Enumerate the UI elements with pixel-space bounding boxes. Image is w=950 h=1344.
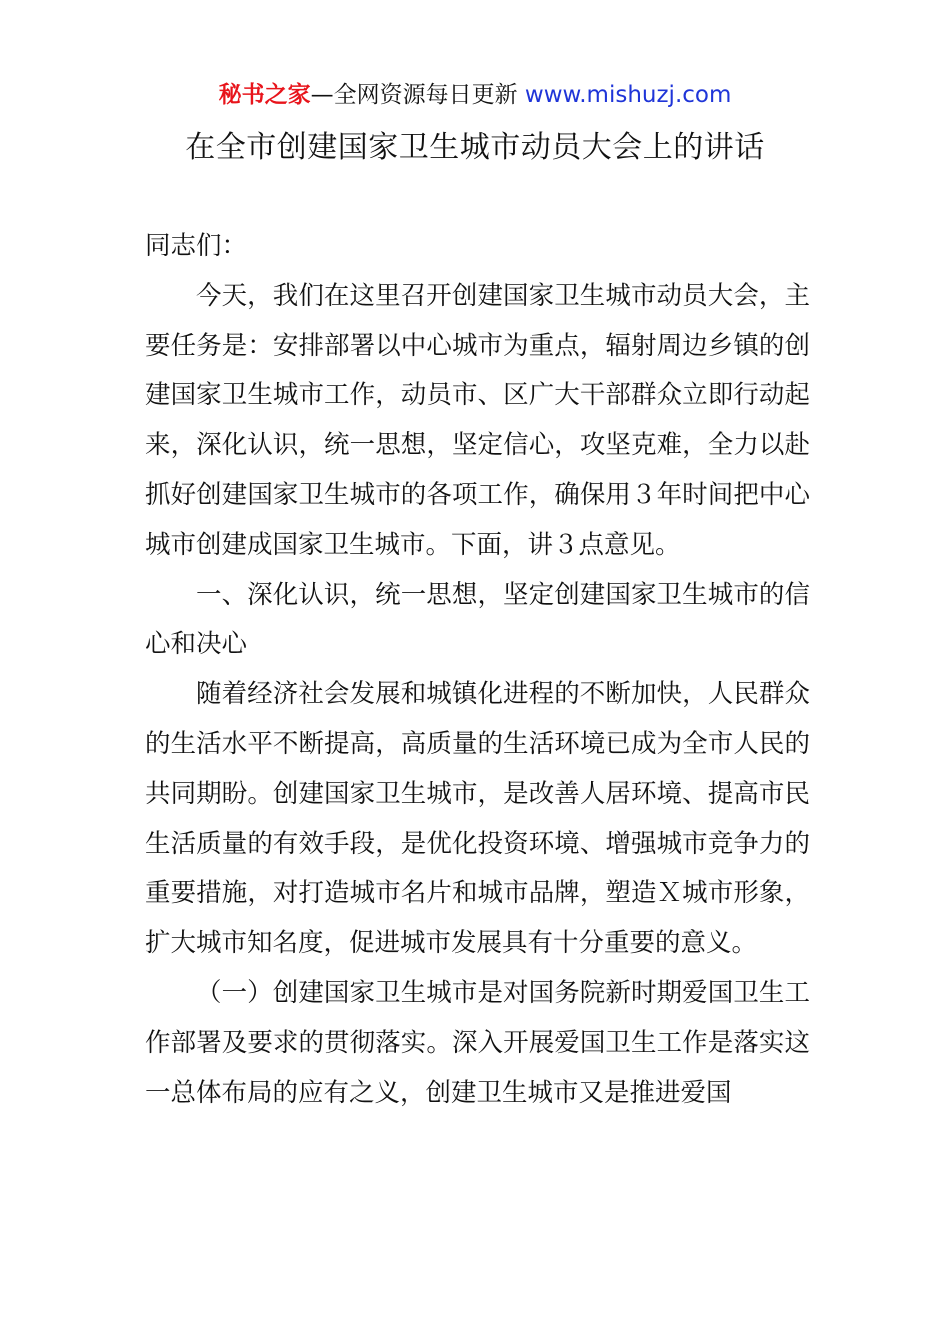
document-body (145, 222, 810, 1118)
document-title: 在全市创建国家卫生城市动员大会上的讲话 (185, 130, 765, 165)
subsection-1-paragraph: （一）创建国家卫生城市是对国务院新时期爱国卫生工作部署及要求的贯彻落实。深入开展爱国卫生工作是落实这一总体布局的应有之义，创建卫生城市又是推进爱国 (145, 977, 810, 1108)
paragraph-significance: 随着经济社会发展和城镇化进程的不断加快，人民群众的生活水平不断提高，高质量的生活环境已成为全市人民的共同期盼。创建国家卫生城市，是改善人居环境、提高市民生活质量的有效手段，是优化投资环境、增强城市竞争力的重要措施，对打造城市名片和城市品牌，塑造Ｘ城市形象，扩大城市知名度，促进城市发展具有十分重要的意义。 (145, 679, 810, 959)
site-url-link[interactable]: www.mishuzj.com (524, 82, 732, 108)
section-heading-1: 一、深化认识，统一思想，坚定创建国家卫生城市的信心和决心 (145, 579, 810, 660)
site-tagline: —全网资源每日更新 (310, 82, 525, 108)
salutation: 同志们： (145, 231, 248, 261)
paragraph-intro: 今天，我们在这里召开创建国家卫生城市动员大会，主要任务是：安排部署以中心城市为重点，辐射周边乡镇的创建国家卫生城市工作，动员市、区广大干部群众立即行动起来，深化认识，统一思想，坚定信心，攻坚克难，全力以赴抓好创建国家卫生城市的各项工作，确保用３年时间把中心城市创建成国家卫生城市。下面，讲３点意见。 (145, 280, 810, 560)
site-brand: 秘书之家 (218, 82, 311, 108)
site-header (0, 78, 950, 112)
